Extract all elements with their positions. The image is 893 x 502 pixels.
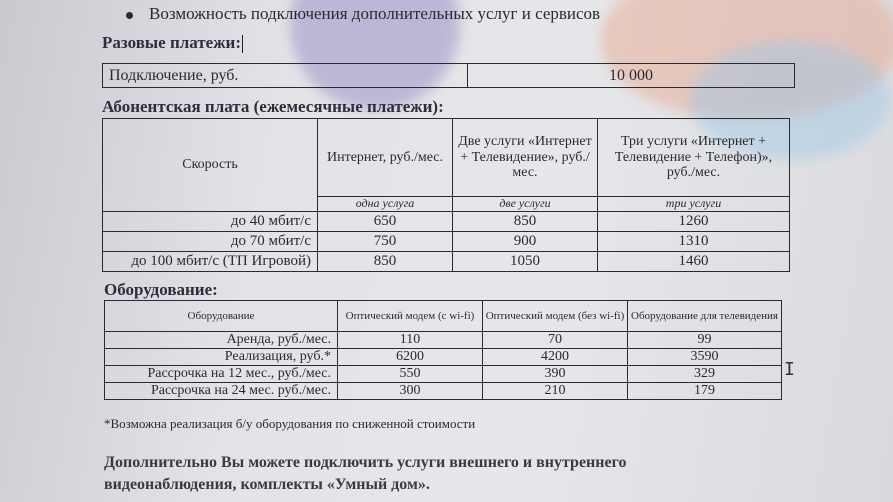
speed-cell: до 40 мбит/с bbox=[103, 212, 318, 232]
price-cell: 179 bbox=[628, 383, 782, 400]
header-two-services: Две услуги «Интернет + Телевидение», руб./мес. bbox=[453, 119, 598, 197]
table-row bbox=[103, 64, 795, 88]
price-cell: 110 bbox=[338, 332, 483, 349]
header-equipment: Оборудование bbox=[105, 301, 338, 332]
price-cell: 1050 bbox=[453, 252, 598, 272]
table-row bbox=[105, 349, 782, 366]
price-cell: 4200 bbox=[483, 349, 628, 366]
header-modem-wifi: Оптический модем (с wi-fi) bbox=[338, 301, 483, 332]
equipment-heading: Оборудование: bbox=[104, 280, 218, 299]
one-time-heading[interactable] bbox=[102, 33, 243, 53]
table-row bbox=[103, 232, 790, 252]
text-cursor bbox=[242, 35, 243, 53]
price-cell: 1310 bbox=[598, 232, 790, 252]
one-time-heading-text: Разовые платежи: bbox=[102, 33, 242, 52]
price-cell: 850 bbox=[318, 252, 453, 272]
table-row bbox=[105, 383, 782, 400]
subscription-heading: Абонентская плата (ежемесячные платежи): bbox=[102, 97, 444, 116]
price-cell: 650 bbox=[318, 212, 453, 232]
table-row bbox=[105, 332, 782, 349]
equipment-label-cell: Реализация, руб.* bbox=[105, 349, 338, 366]
header-three-services: Три услуги «Интернет + Телевидение + Телефон)», руб./мес. bbox=[598, 119, 790, 197]
extra-line-2: видеонаблюдения, комплекты «Умный дом». bbox=[104, 475, 430, 493]
table-row bbox=[103, 252, 790, 272]
subheader-three: три услуги bbox=[598, 197, 790, 212]
table-row bbox=[103, 212, 790, 232]
price-cell: 750 bbox=[318, 232, 453, 252]
header-speed: Скорость bbox=[103, 119, 318, 212]
price-cell: 3590 bbox=[628, 349, 782, 366]
equipment-footnote: *Возможна реализация б/у оборудования по сниженной стоимости bbox=[104, 416, 476, 431]
equipment-table bbox=[104, 300, 782, 400]
speed-cell: до 100 мбит/с (ТП Игровой) bbox=[103, 252, 318, 272]
price-cell: 550 bbox=[338, 366, 483, 383]
bullet-dot-icon bbox=[126, 12, 133, 19]
header-modem-no-wifi: Оптический модем (без wi-fi) bbox=[483, 301, 628, 332]
price-cell: 70 bbox=[483, 332, 628, 349]
price-cell: 900 bbox=[453, 232, 598, 252]
equipment-label-cell: Рассрочка на 24 мес. руб./мес. bbox=[105, 383, 338, 400]
price-cell: 99 bbox=[628, 332, 782, 349]
price-cell: 210 bbox=[483, 383, 628, 400]
table-row bbox=[105, 366, 782, 383]
one-time-label: Подключение, руб. bbox=[103, 64, 468, 88]
speed-cell: до 70 мбит/с bbox=[103, 232, 318, 252]
table-header-row bbox=[103, 119, 790, 197]
bullet-item bbox=[126, 4, 600, 24]
subheader-one: одна услуга bbox=[318, 197, 453, 212]
one-time-value: 10 000 bbox=[468, 64, 795, 88]
equipment-label-cell: Рассрочка на 12 мес., руб./мес. bbox=[105, 366, 338, 383]
subheader-two: две услуги bbox=[453, 197, 598, 212]
equipment-label-cell: Аренда, руб./мес. bbox=[105, 332, 338, 349]
one-time-table bbox=[102, 63, 795, 88]
price-cell: 6200 bbox=[338, 349, 483, 366]
price-cell: 390 bbox=[483, 366, 628, 383]
price-cell: 300 bbox=[338, 383, 483, 400]
price-cell: 1460 bbox=[598, 252, 790, 272]
extra-line-1: Дополнительно Вы можете подключить услуги внешнего и внутреннего bbox=[104, 454, 627, 471]
header-internet: Интернет, руб./мес. bbox=[318, 119, 453, 197]
price-cell: 1260 bbox=[598, 212, 790, 232]
header-tv-equipment: Оборудование для телевидения bbox=[628, 301, 782, 332]
extra-services-paragraph bbox=[104, 452, 626, 495]
subscription-table bbox=[102, 118, 790, 272]
price-cell: 850 bbox=[453, 212, 598, 232]
ibeam-cursor-icon: I bbox=[784, 359, 795, 380]
table-header-row bbox=[105, 301, 782, 332]
price-cell: 329 bbox=[628, 366, 782, 383]
bullet-text: Возможность подключения дополнительных услуг и сервисов bbox=[149, 4, 601, 23]
